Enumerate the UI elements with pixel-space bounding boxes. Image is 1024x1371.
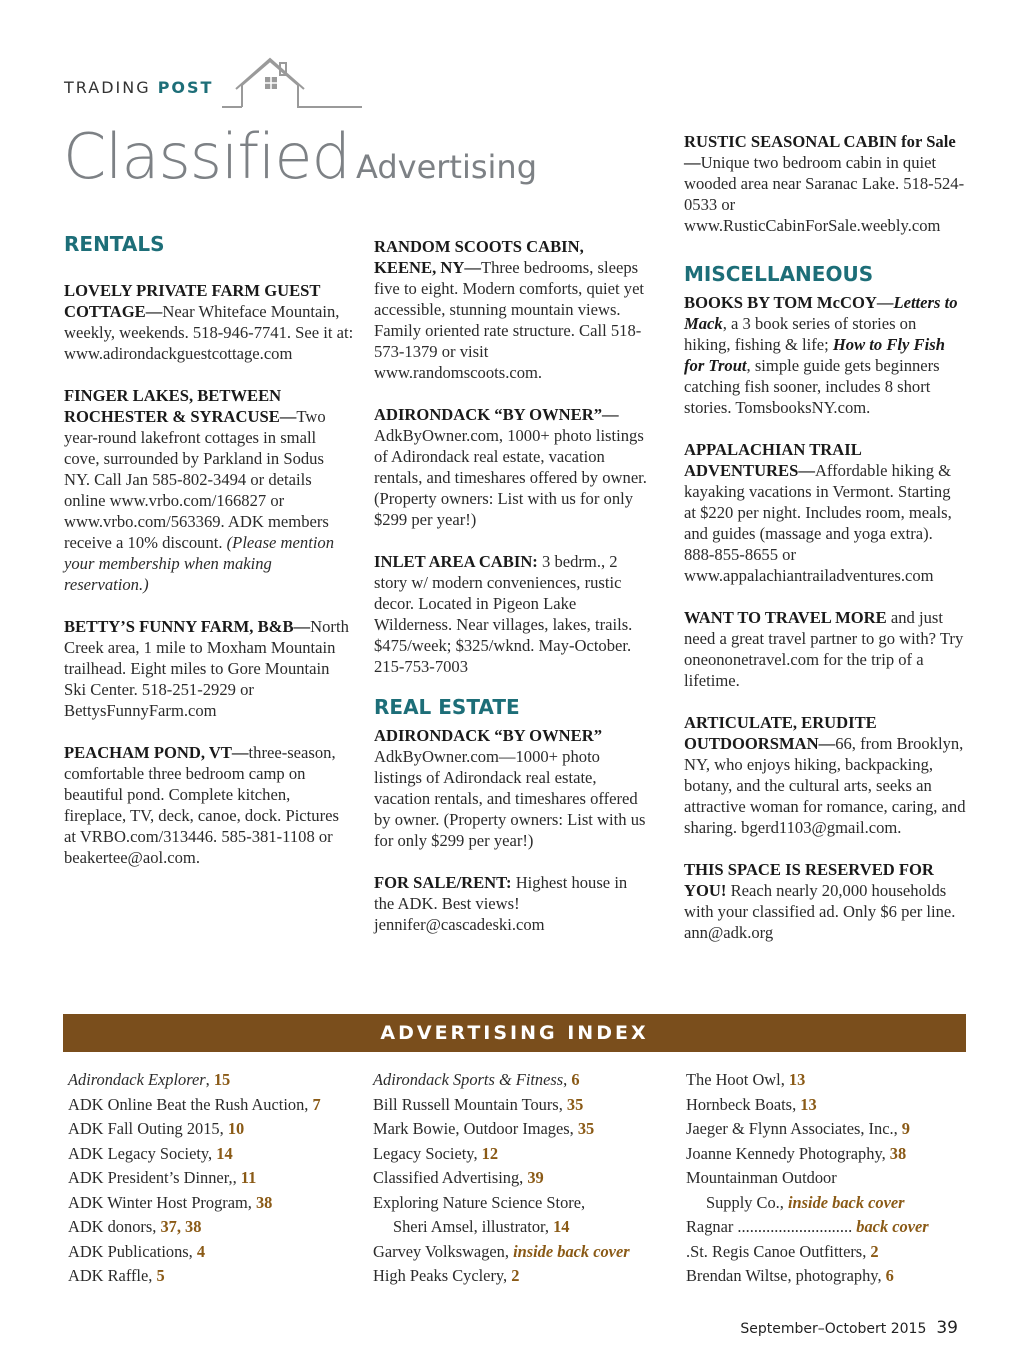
- index-entry-page: 6: [571, 1070, 580, 1089]
- index-entry-name: Legacy Society: [373, 1143, 474, 1163]
- index-entry-page: 39: [527, 1168, 544, 1187]
- index-entry: Brendan Wiltse, photography, 6: [686, 1266, 894, 1285]
- index-entry-name: ADK Raffle: [68, 1266, 149, 1285]
- kicker-trading: TRADING: [64, 78, 151, 97]
- index-entry: [686, 1166, 976, 1191]
- index-entry: Garvey Volkswagen, inside back cover: [373, 1241, 630, 1261]
- index-entry: ADK Online Beat the Rush Auction, 7: [68, 1094, 321, 1114]
- issue-date: September–Octobert 2015: [740, 1321, 927, 1337]
- index-entry: ADK Winter Host Program, 38: [68, 1192, 273, 1212]
- index-entry-name: Brendan Wiltse, photography: [686, 1266, 878, 1285]
- index-entry: [686, 1215, 976, 1240]
- index-entry-page: 6: [885, 1266, 894, 1285]
- page-subtitle: Advertising: [356, 148, 538, 186]
- index-entry: .St. Regis Canoe Outfitters, 2: [686, 1241, 879, 1261]
- page-footer: [740, 1318, 958, 1338]
- classified-ad: PEACHAM POND, VT—three-season, comfortable three bedroom camp on beautiful pond. Complete kitchen, fireplace, TV, deck, canoe, dock. Pictures at VRBO.com/313446. 585-381-1108 or beakertee@aol.com.: [64, 743, 339, 867]
- index-entry: Classified Advertising, 39: [373, 1168, 544, 1187]
- column-3: [684, 131, 966, 964]
- index-entry-name: ADK Winter Host Program: [68, 1192, 248, 1212]
- index-entry: Jaeger & Flynn Associates, Inc., 9: [686, 1119, 910, 1138]
- classified-ad: APPALACHIAN TRAIL ADVENTURES—Affordable hiking & kayaking vacations in Vermont. Starting at $220 per night. Includes room, meals, and guides (massage and yoga extra). 888-855-8655 or www.appalachiantrailadventures.com: [684, 440, 952, 585]
- index-entry-name: The Hoot Owl: [686, 1070, 781, 1089]
- index-entry-name: Mountainman Outdoor: [686, 1168, 837, 1187]
- classified-ad: LOVELY PRIVATE FARM GUEST COTTAGE—Near Whiteface Mountain, weekly, weekends. 518-946-7741. See it at: www.adirondackguestcottage.com: [64, 281, 354, 363]
- index-entry: ADK Raffle, 5: [68, 1266, 165, 1285]
- section-kicker: [64, 78, 213, 97]
- classified-ad: FOR SALE/RENT: Highest house in the ADK. Best views! jennifer@cascadeski.com: [374, 873, 628, 934]
- classified-ad: ARTICULATE, ERUDITE OUTDOORSMAN—66, from Brooklyn, NY, who enjoys hiking, backpacking, botany, and the cultural arts, seeks an attractive woman for romance, caring, and sharing. bgerd1103@gmail.com.: [684, 713, 966, 837]
- index-entry-name: Garvey Volkswagen: [373, 1241, 505, 1261]
- classified-ad: INLET AREA CABIN: 3 bedrm., 2 story w/ modern conveniences, rustic decor. Located in Pigeon Lake Wilderness. Near villages, lakes, trails. $475/week; $325/wknd. May-October. 215-753-7003: [374, 552, 633, 676]
- index-entry-page: 10: [227, 1119, 245, 1138]
- index-entry-page: 4: [196, 1241, 206, 1261]
- index-entry-name: Ragnar ............................: [686, 1217, 853, 1236]
- page-number: 39: [936, 1318, 958, 1338]
- classified-ad: RANDOM SCOOTS CABIN, KEENE, NY—Three bedrooms, sleeps five to eight. Modern comforts, quiet yet accessible, stunning mountain views. Family oriented rate structure. Call 518-573-1379 or visit www.randomscoots.com.: [374, 237, 645, 382]
- index-entry-page: 13: [800, 1094, 817, 1114]
- index-entry-name: Bill Russell Mountain Tours: [373, 1094, 559, 1114]
- index-entry-page: 2: [511, 1266, 520, 1285]
- index-entry-page: 35: [566, 1094, 584, 1114]
- index-entry: Adirondack Explorer, 15: [68, 1070, 231, 1089]
- classified-ad: ADIRONDACK “BY OWNER”—AdkByOwner.com, 1000+ photo listings of Adirondack real estate, vacation rentals, and timeshares offered by owner. (Property owners: List with us for only $299 per year!): [374, 405, 647, 529]
- index-entry: ADK Publications, 4: [68, 1241, 206, 1261]
- index-entry-page: inside back cover: [787, 1192, 905, 1212]
- index-entry-name: Sheri Amsel, illustrator: [393, 1217, 545, 1236]
- index-entry-name: Classified Advertising: [373, 1168, 520, 1187]
- classified-ad: RUSTIC SEASONAL CABIN for Sale—Unique two bedroom cabin in quiet wooded area near Saranac Lake. 518-524-0533 or www.RusticCabinForSale.weebly.com: [684, 132, 965, 235]
- index-column-2: [373, 1068, 673, 1289]
- miscellaneous-heading: MISCELLANEOUS: [684, 262, 874, 286]
- classified-ad: THIS SPACE IS RESERVED FOR YOU! Reach nearly 20,000 households with your classified ad. Only $6 per line. ann@adk.org: [684, 860, 956, 942]
- real-estate-heading: REAL ESTATE: [374, 695, 520, 719]
- index-entry-name: Adirondack Sports & Fitness: [373, 1070, 564, 1089]
- classified-ad: WANT TO TRAVEL MORE and just need a great travel partner to go with? Try oneononetravel.com for the trip of a lifetime.: [684, 608, 964, 690]
- index-entry: Joanne Kennedy Photography, 38: [686, 1143, 907, 1163]
- index-entry-name: Mark Bowie, Outdoor Images: [373, 1119, 570, 1138]
- index-entry-page: 14: [553, 1217, 570, 1236]
- index-entry-page: 38: [889, 1143, 907, 1163]
- index-entry-page: 37, 38: [160, 1217, 202, 1236]
- index-entry-name: ADK Online Beat the Rush Auction: [68, 1094, 305, 1114]
- index-entry-name: ADK donors: [68, 1217, 153, 1236]
- rentals-heading: RENTALS: [64, 232, 165, 256]
- index-entry: High Peaks Cyclery, 2: [373, 1266, 520, 1285]
- index-entry-page: inside back cover: [513, 1241, 630, 1261]
- index-entry: ADK Fall Outing 2015, 10: [68, 1119, 245, 1138]
- index-entry: Mark Bowie, Outdoor Images, 35: [373, 1119, 595, 1138]
- kicker-post: POST: [157, 78, 214, 97]
- index-entry-page: 5: [156, 1266, 165, 1285]
- index-entry-name: ADK President’s Dinner,: [68, 1168, 233, 1187]
- index-entry: ADK President’s Dinner,, 11: [68, 1168, 257, 1187]
- index-entry-page: 13: [788, 1070, 806, 1089]
- index-entry-page: 35: [577, 1119, 595, 1138]
- index-entry-name: Adirondack Explorer: [68, 1070, 206, 1089]
- classified-ad: BOOKS BY TOM McCOY—Letters to Mack, a 3 book series of stories on hiking, fishing & life; How to Fly Fish for Trout, simple guide gets beginners catching fish sooner, includes 8 short stories. TomsbooksNY.com.: [684, 293, 958, 417]
- index-entry-page: 12: [481, 1143, 499, 1163]
- index-entry-page: back cover: [856, 1217, 929, 1236]
- classified-ad: BETTY’S FUNNY FARM, B&B—North Creek area, 1 mile to Moxham Mountain trailhead. Eight miles to Gore Mountain Ski Center. 518-251-2929 or BettysFunnyFarm.com: [64, 617, 349, 720]
- index-entry-page: 38: [255, 1192, 273, 1212]
- index-entry-name: High Peaks Cyclery: [373, 1266, 504, 1285]
- index-entry-name: ADK Publications: [68, 1241, 189, 1261]
- index-entry: Legacy Society, 12: [373, 1143, 499, 1163]
- index-entry-name: ADK Legacy Society: [68, 1143, 209, 1163]
- index-column-1: [68, 1068, 368, 1289]
- page-title: Classified: [63, 120, 350, 193]
- index-entry-name: Joanne Kennedy Photography: [686, 1143, 882, 1163]
- index-column-3: [686, 1068, 976, 1289]
- index-entry-page: 7: [312, 1094, 321, 1114]
- column-2: [374, 236, 650, 956]
- index-entry: [373, 1191, 673, 1216]
- index-title: ADVERTISING INDEX: [380, 1022, 649, 1044]
- classified-ad: ADIRONDACK “BY OWNER” AdkByOwner.com—1000+ photo listings of Adirondack real estate, vacation rentals, and timeshares offered by owner. (Property owners: List with us for only $299 per year!): [374, 726, 646, 850]
- index-entry-name: Exploring Nature Science Store,: [373, 1192, 586, 1212]
- column-1: [64, 232, 354, 889]
- index-entry-name: Hornbeck Boats: [686, 1094, 793, 1114]
- index-entry: ADK donors, 37, 38: [68, 1217, 202, 1236]
- index-entry: The Hoot Owl, 13: [686, 1070, 806, 1089]
- index-entry-name: Jaeger & Flynn Associates, Inc.: [686, 1119, 894, 1138]
- index-entry-page: 15: [213, 1070, 231, 1089]
- index-entry-name: .St. Regis Canoe Outfitters: [686, 1241, 863, 1261]
- index-entry: Sheri Amsel, illustrator, 14: [393, 1217, 570, 1236]
- index-entry: Supply Co., inside back cover: [706, 1192, 905, 1212]
- index-entry-page: 11: [240, 1168, 257, 1187]
- house-icon: [222, 55, 364, 111]
- index-entry: ADK Legacy Society, 14: [68, 1143, 233, 1163]
- index-entry-name: ADK Fall Outing 2015: [68, 1119, 220, 1138]
- index-entry-page: 9: [901, 1119, 910, 1138]
- index-entry-page: 14: [216, 1143, 233, 1163]
- index-entry: Adirondack Sports & Fitness, 6: [373, 1070, 580, 1089]
- index-entry: Bill Russell Mountain Tours, 35: [373, 1094, 584, 1114]
- index-entry-page: 2: [870, 1241, 879, 1261]
- classified-ad: FINGER LAKES, BETWEEN ROCHESTER & SYRACUSE—Two year-round lakefront cottages in small cove, surrounded by Parkland in Sodus NY. Call Jan 585-802-3494 or details online www.vrbo.com/166827 or www.vrbo.com/563369. ADK members receive a 10% discount. (Please mention your membership when making reservation.): [64, 386, 335, 594]
- index-entry-name: Supply Co.: [706, 1192, 780, 1212]
- index-entry: Hornbeck Boats, 13: [686, 1094, 817, 1114]
